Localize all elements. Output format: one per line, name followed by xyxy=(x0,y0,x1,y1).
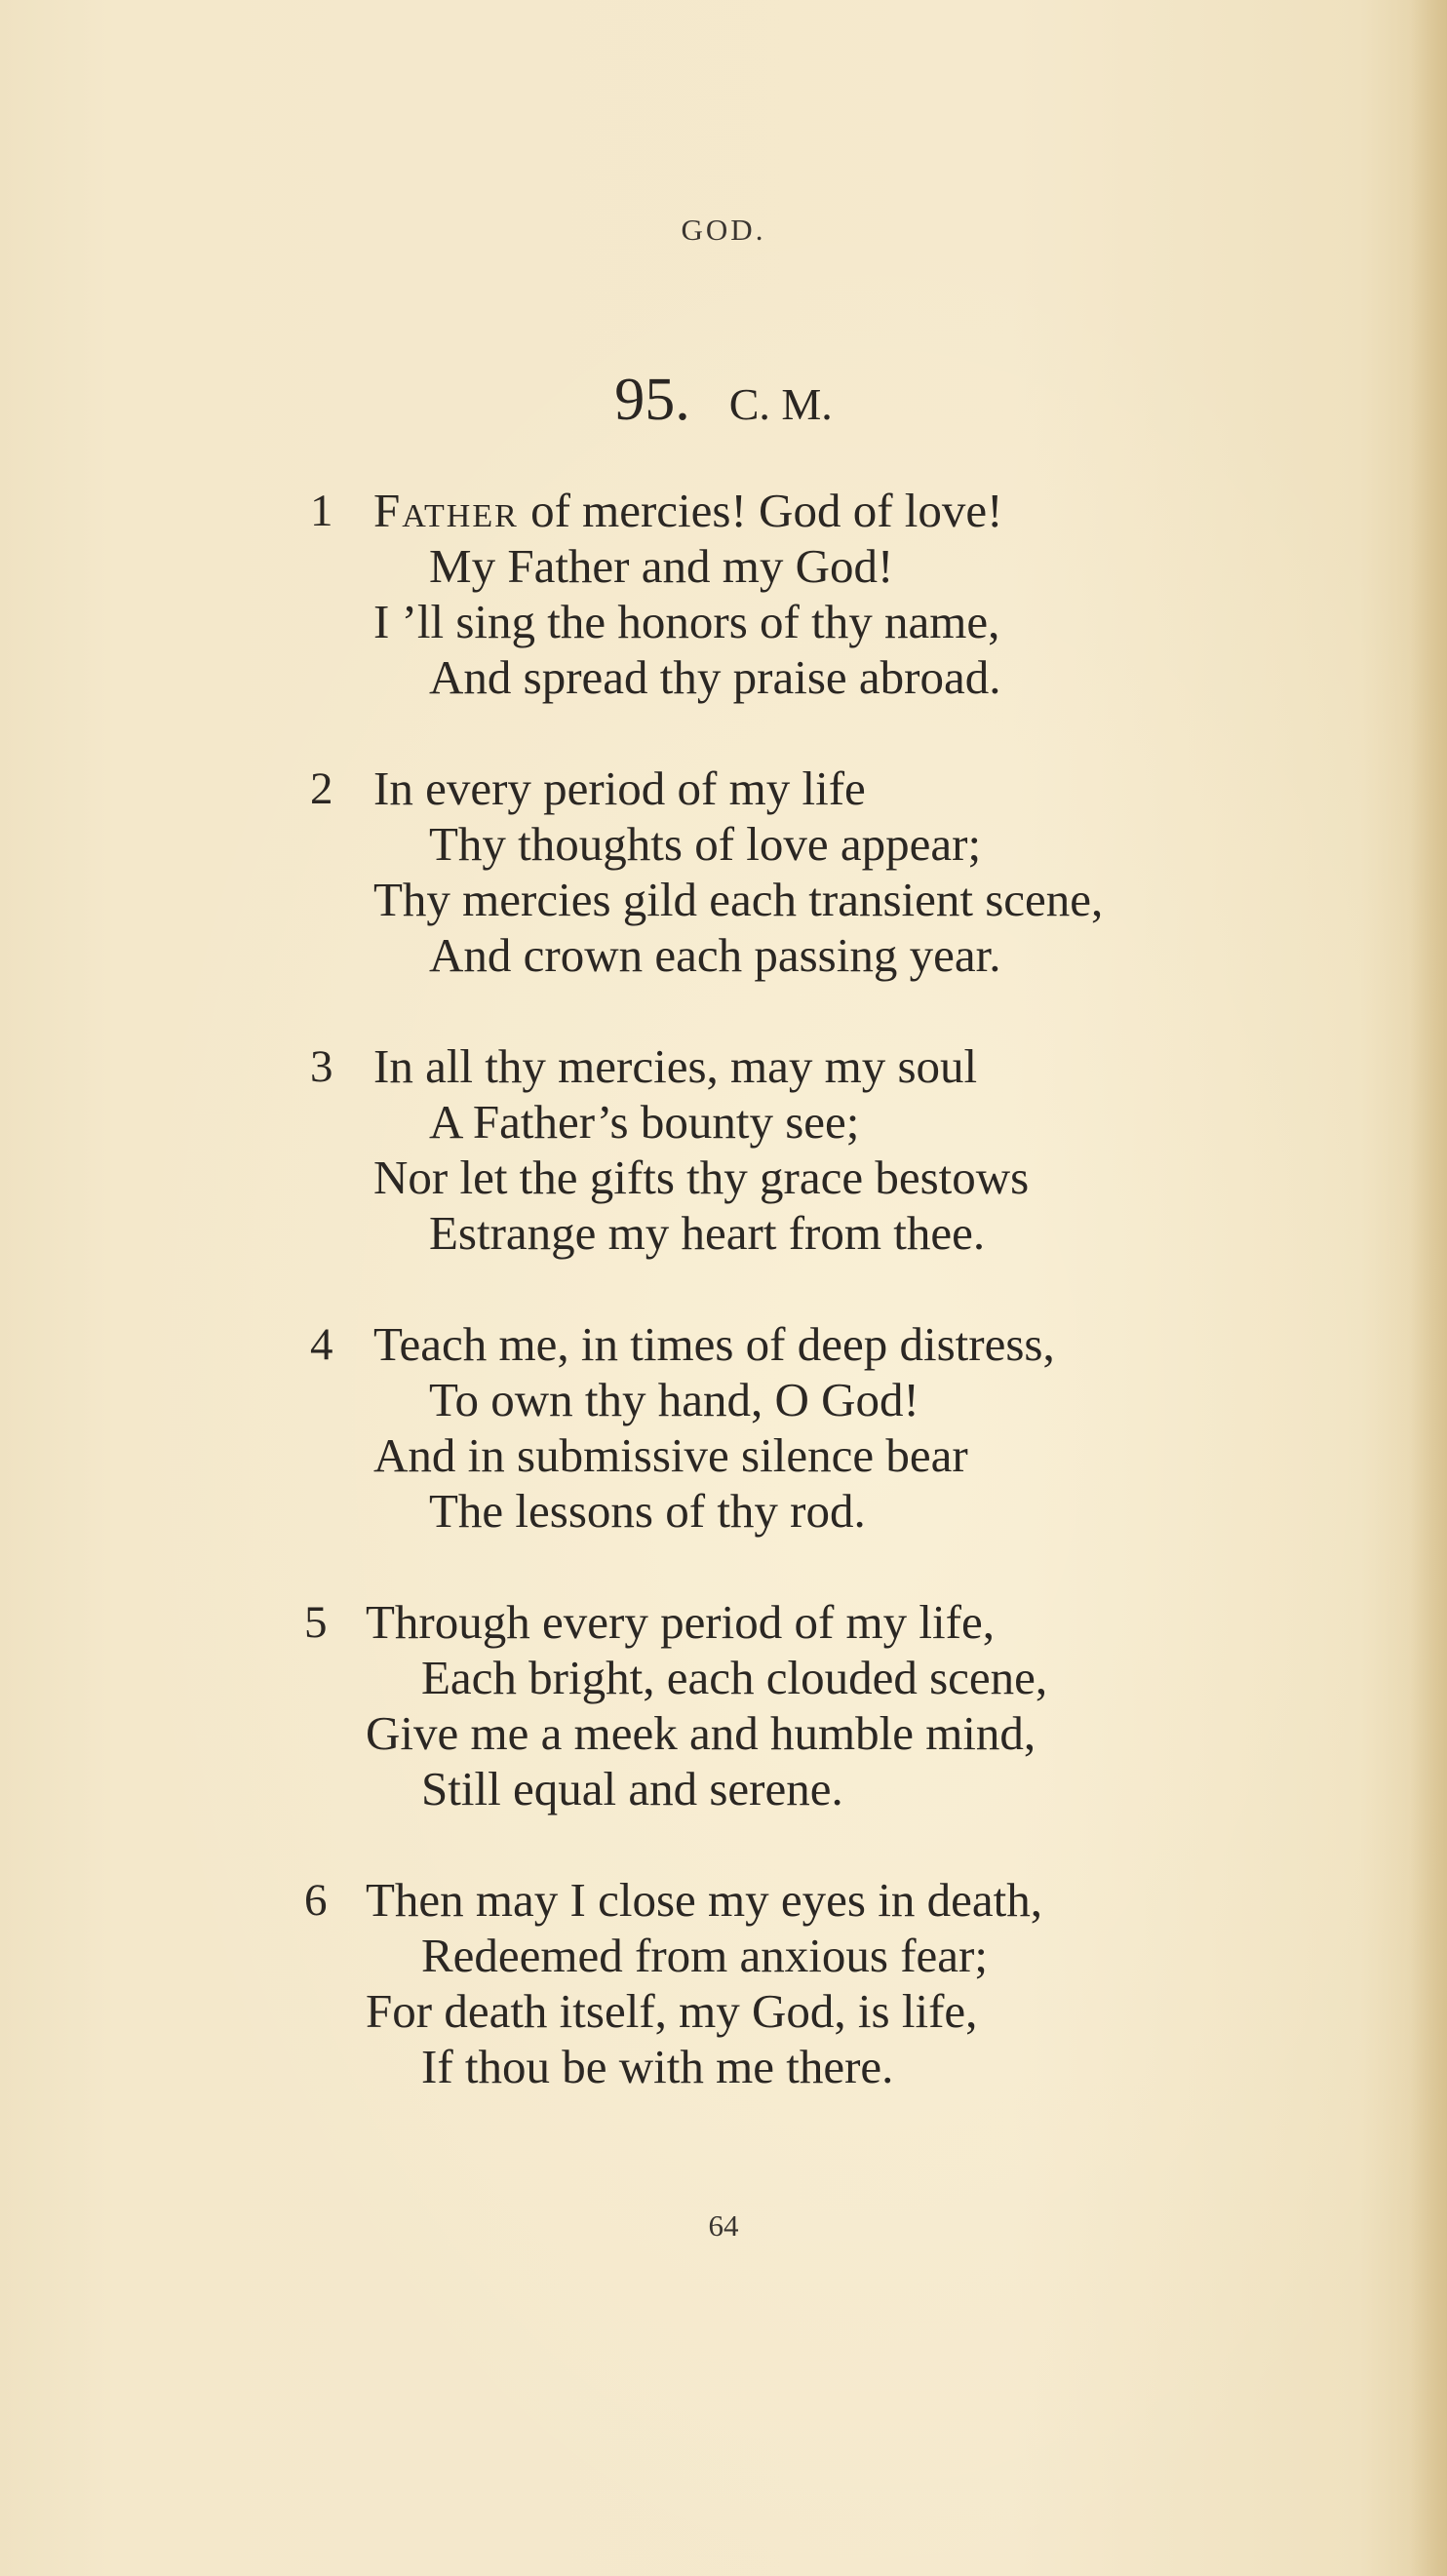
verse-line-1 xyxy=(373,483,1002,539)
verse-line-2: Redeemed from anxious fear; xyxy=(421,1929,988,1982)
verse-line-3: Nor let the gifts thy grace bestows xyxy=(373,1151,1030,1204)
verse-line-1: Teach me, in times of deep distress, xyxy=(373,1317,1055,1371)
verse-line-4: The lessons of thy rod. xyxy=(429,1484,866,1538)
verse-line-4: Still equal and serene. xyxy=(421,1762,843,1815)
verse-line-3: Thy mercies gild each transient scene, xyxy=(373,873,1104,926)
stanza-number: 5 xyxy=(304,1597,328,1648)
verse-line-4: Estrange my heart from thee. xyxy=(429,1206,986,1260)
verse-line-1: Then may I close my eyes in death, xyxy=(366,1873,1042,1927)
hymn-heading xyxy=(0,366,1447,435)
verse-line-3: And in submissive silence bear xyxy=(373,1428,968,1482)
first-word: Father xyxy=(373,484,519,537)
hymn-number: 95. xyxy=(614,367,690,433)
verse-line-4: And crown each passing year. xyxy=(429,928,1001,982)
verse-line-4: If thou be with me there. xyxy=(421,2040,894,2093)
verse-line-2: Each bright, each clouded scene, xyxy=(421,1651,1048,1704)
verse-line-2: My Father and my God! xyxy=(429,539,894,593)
verse-line-2: A Father’s bounty see; xyxy=(429,1095,860,1149)
stanza-number: 3 xyxy=(310,1041,333,1092)
stanza-number: 6 xyxy=(304,1875,328,1926)
verse-line-4: And spread thy praise abroad. xyxy=(429,650,1001,704)
stanza-number: 2 xyxy=(310,763,333,814)
verse-line-3: I ’ll sing the honors of thy name, xyxy=(373,595,1000,648)
verse-line-1: In every period of my life xyxy=(373,761,866,815)
verse-line-3: Give me a meek and humble mind, xyxy=(366,1706,1036,1760)
page-number: 64 xyxy=(708,2208,739,2243)
verse-line-1: In all thy mercies, may my soul xyxy=(373,1039,978,1093)
stanza-number: 4 xyxy=(310,1319,333,1370)
hymn-meter: C. M. xyxy=(728,379,833,429)
verse-line-2: To own thy hand, O God! xyxy=(429,1373,919,1426)
stanza-number: 1 xyxy=(310,486,333,536)
verse-line-2: Thy thoughts of love appear; xyxy=(429,817,982,871)
verse-line-1: Through every period of my life, xyxy=(366,1595,995,1649)
running-head: GOD. xyxy=(681,213,766,247)
first-line-rest: of mercies! God of love! xyxy=(518,484,1003,537)
verse-line-3: For death itself, my God, is life, xyxy=(366,1984,978,2038)
